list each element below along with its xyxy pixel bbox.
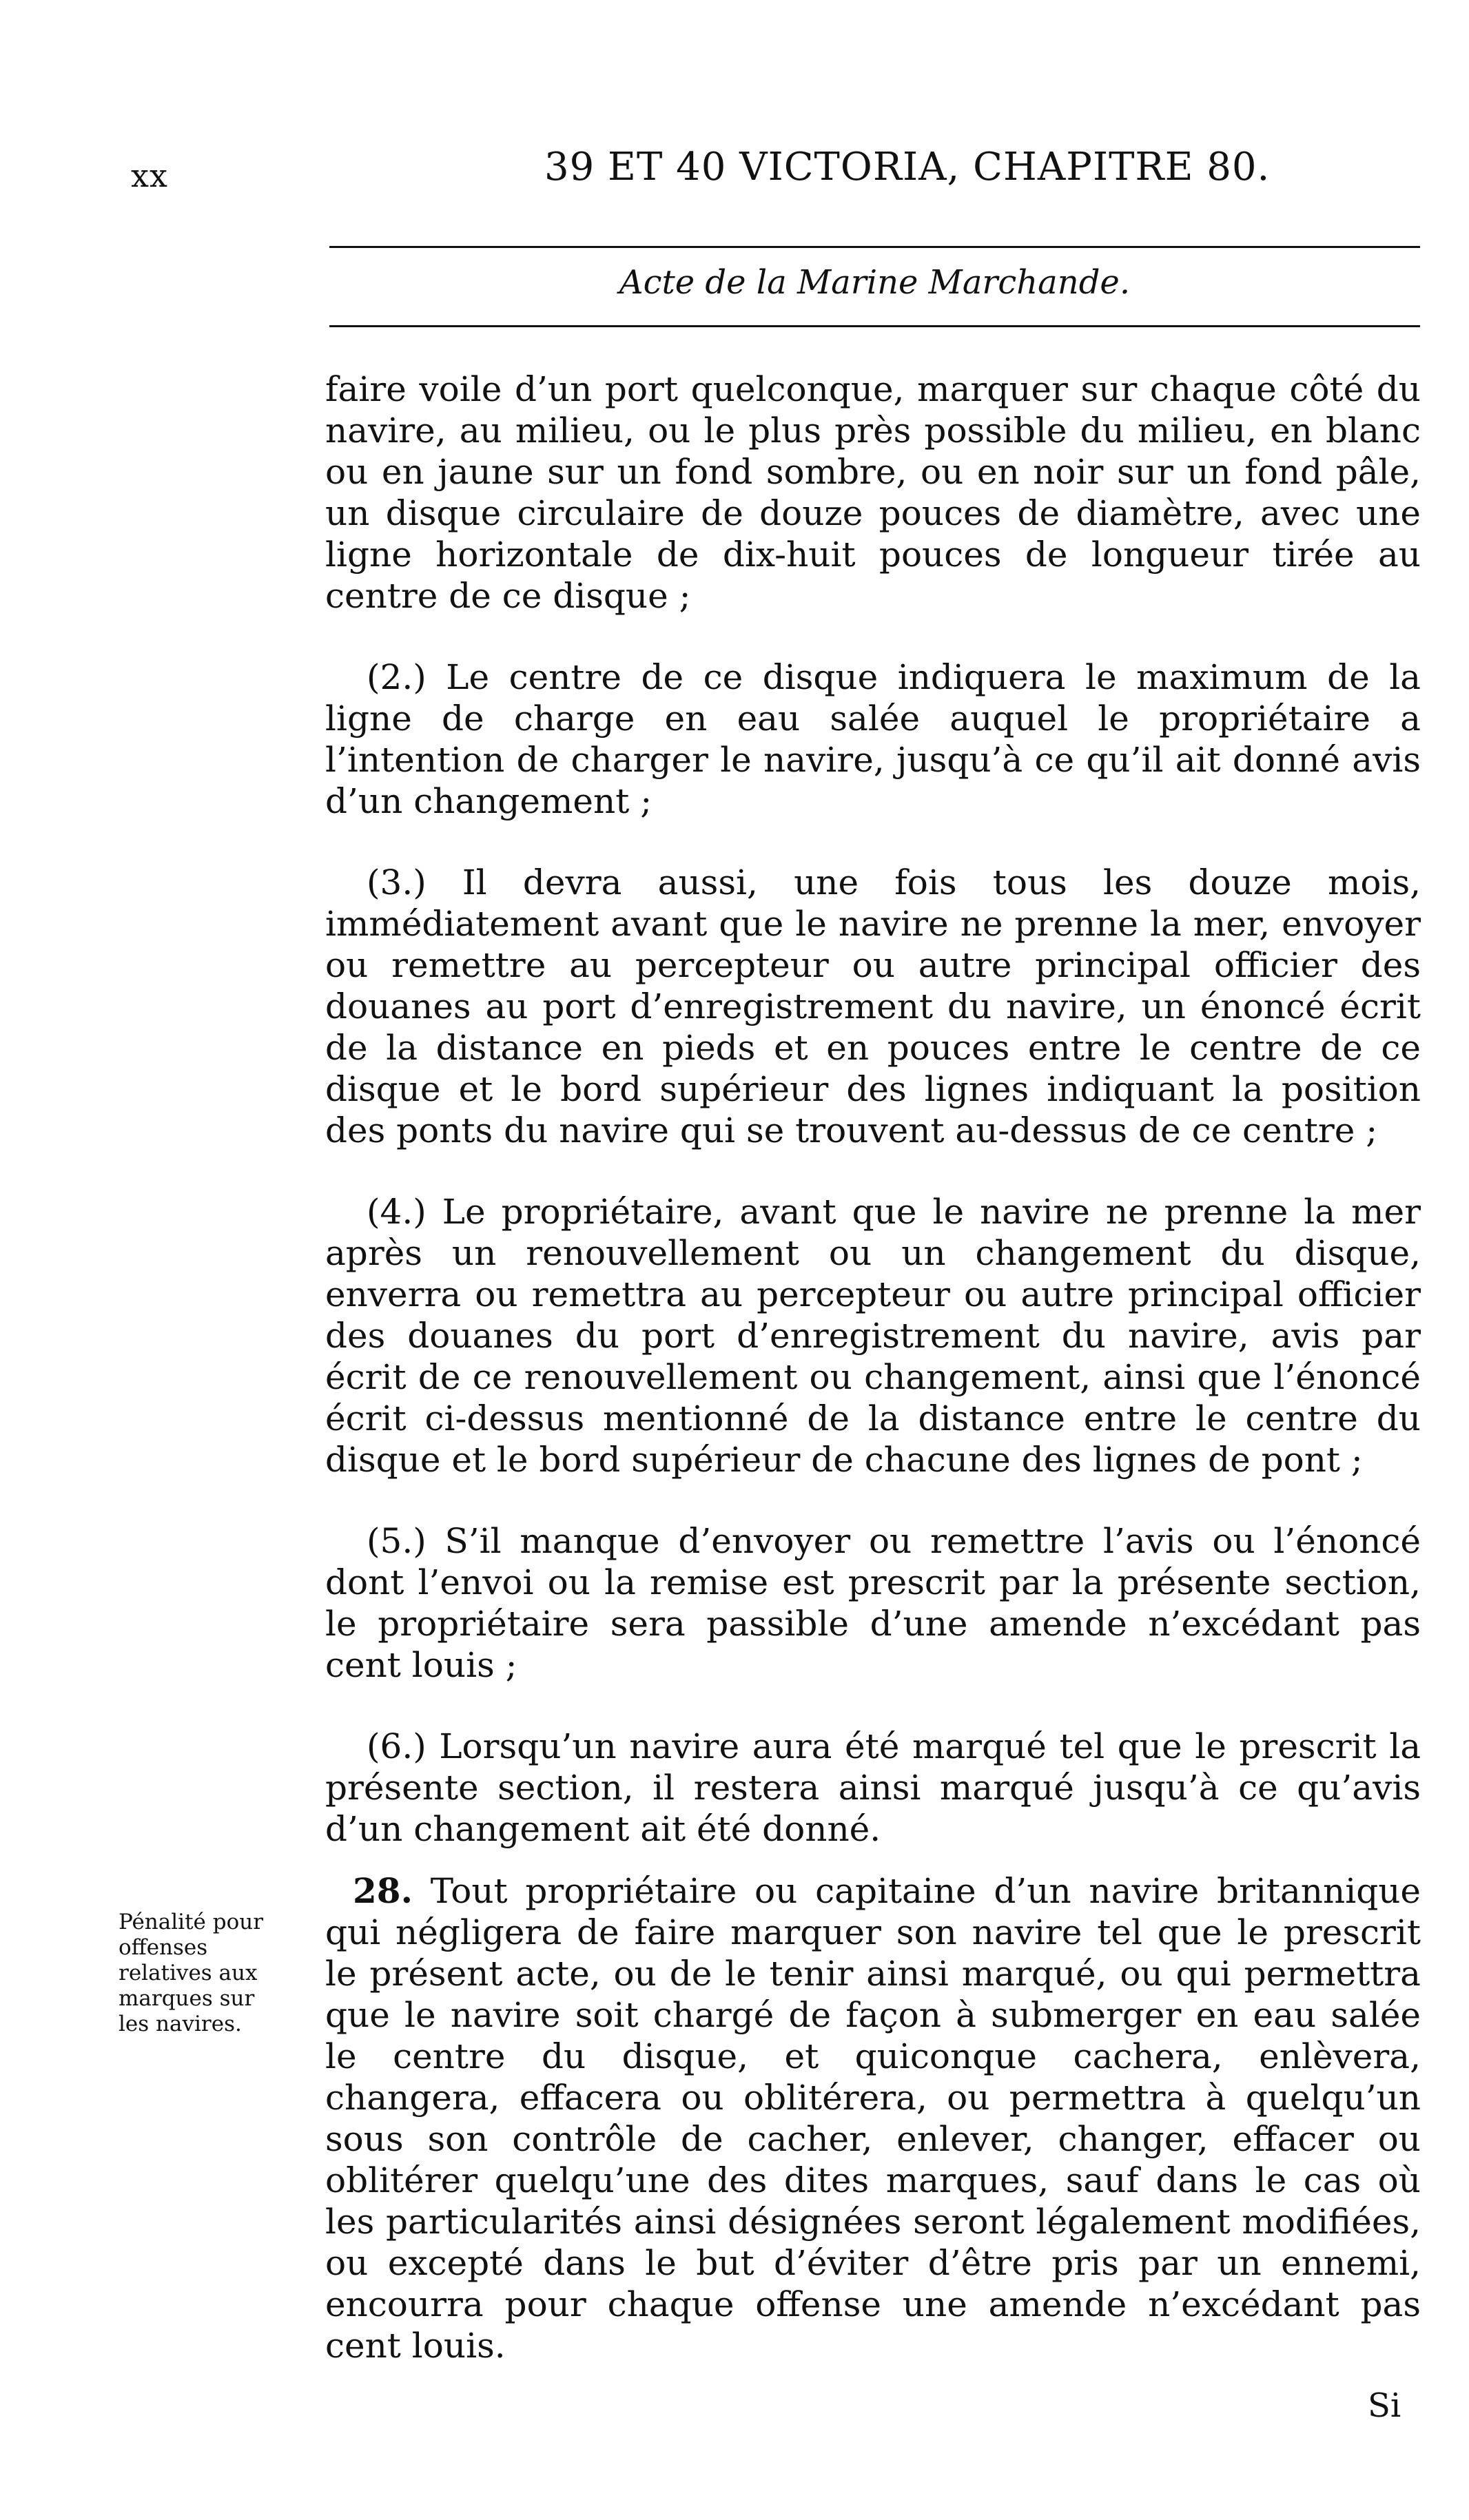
header-rule-bottom — [329, 325, 1420, 327]
paragraph-6: (6.) Lorsqu’un navire aura été marqué tel que le prescrit la présente section, il restera ainsi marqué jusqu’à ce qu’avis d’un changement ait été donné. — [325, 1726, 1421, 1849]
paragraph-3: (3.) Il devra aussi, une fois tous les douze mois, immédiatement avant que le navire ne prenne la mer, envoyer ou remettre au percepteur ou autre principal officier des douanes au port d’enregistrement du navire, un énoncé écrit de la distance en pieds et en pouces entre le centre de ce disque et le bord supérieur des lignes indiquant la position des ponts du navire qui se trouvent au-dessus de ce centre ; — [325, 863, 1421, 1150]
catchword: Si — [1368, 2386, 1401, 2425]
paragraph-intro: faire voile d’un port quelconque, marquer sur chaque côté du navire, au milieu, ou le plus près possible du milieu, en blanc ou en jaune sur un fond sombre, ou en noir sur un fond pâle, un disque circulaire de douze pouces de diamètre, avec une ligne horizontale de dix-huit pouces de longueur tirée au centre de ce disque ; — [325, 369, 1421, 616]
body-text — [325, 369, 1421, 2366]
paragraph-4: (4.) Le propriétaire, avant que le navire ne prenne la mer après un renouvellement ou un changement du disque, enverra ou remettra au percepteur ou autre principal officier des douanes du port d’enregistrement du navire, avis par écrit de ce renouvellement ou changement, ainsi que l’énoncé écrit ci-dessus mentionné de la distance entre le centre du disque et le bord supérieur de chacune des lignes de pont ; — [325, 1192, 1421, 1480]
paragraph-5: (5.) S’il manque d’envoyer ou remettre l’avis ou l’énoncé dont l’envoi ou la remise est prescrit par la présente section, le propriétaire sera passible d’une amende n’excédant pas cent louis ; — [325, 1521, 1421, 1685]
running-title: 39 ET 40 VICTORIA, CHAPITRE 80. — [544, 145, 1271, 189]
header-rule-top — [329, 246, 1420, 248]
margin-note: Pénalité pour offenses relatives aux marques sur les navires. — [119, 1910, 264, 2036]
section-28 — [325, 1870, 1421, 2366]
page-number: xx — [131, 157, 168, 194]
section-28-text: Tout propriétaire ou capitaine d’un navire britannique qui négligera de faire marquer son navire tel que le prescrit le présent acte, ou de le tenir ainsi marqué, ou qui permettra que le navire soit chargé de façon à submerger en eau salée le centre du disque, et quiconque cachera, enlèvera, changera, effacera ou oblitérera, ou permettra à quelqu’un sous son contrôle de cacher, enlever, changer, effacer ou oblitérer quelqu’une des dites marques, sauf dans le cas où les particularités ainsi désignées seront légalement modifiées, ou excepté dans le but d’éviter d’être pris par un ennemi, encourra pour chaque offense une amende n’excédant pas cent louis. — [325, 1871, 1421, 2366]
section-28-number: 28. — [353, 1870, 413, 1911]
paragraph-2: (2.) Le centre de ce disque indiquera le maximum de la ligne de charge en eau salée auquel le propriétaire a l’intention de charger le navire, jusqu’à ce qu’il ait donné avis d’un changement ; — [325, 657, 1421, 821]
act-subtitle: Acte de la Marine Marchande. — [619, 263, 1131, 302]
